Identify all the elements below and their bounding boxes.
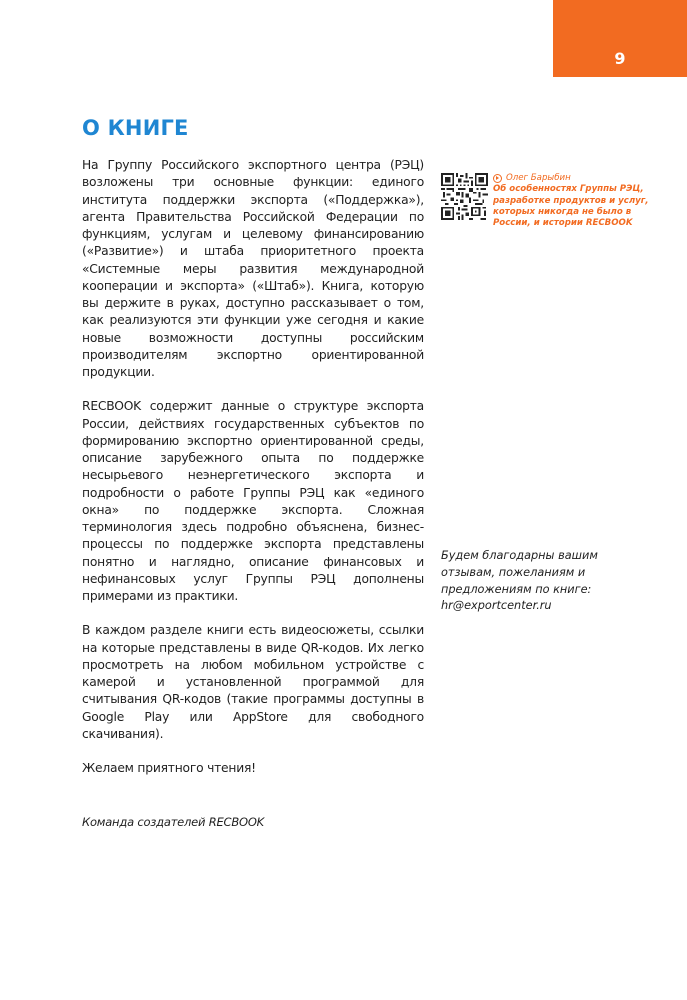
paragraph-4: Желаем приятного чтения! xyxy=(82,761,256,775)
page-title: О КНИГЕ xyxy=(82,116,189,140)
paragraph-1: На Группу Российского экспортного центра (РЭЦ) возложены три основные функции: единого института поддержки экспорта («Поддержка»), агента Правительства Российской Федерации по функциям, услугам и целевому финансированию («Развитие») и штаба приоритетного проекта «Системные меры развития международной кооперации и экспорта» («Штаб»). Книга, которую вы держите в руках, доступно рассказывает о том, как реализуются эти функции уже сегодня и какие новые возможности доступны российским производителям экспортно ориентированной продукции. xyxy=(82,158,424,379)
paragraph-3: В каждом разделе книги есть видеосюжеты, ссылки на которые представлены в виде QR-кодов. Их легко просмотреть на любом мобильном устройстве с камерой и установленной программой для считывания QR-кодов (такие программы доступны в Google Play или AppStore для свободного скачивания). xyxy=(82,623,424,741)
video-author xyxy=(493,173,671,184)
author-name: Олег Барыбин xyxy=(506,173,571,183)
page-number: 9 xyxy=(614,49,626,68)
video-description: Об особенностях Группы РЭЦ, разработке продуктов и услуг, которых никогда не было в России, и истории RECBOOK xyxy=(493,184,649,229)
feedback-note: Будем благодарны вашим отзывам, пожеланиям и предложениям по книге: hr@exportcenter.ru xyxy=(441,549,598,613)
paragraph-2: RECBOOK содержит данные о структуре экспорта России, действиях государственных субъектов по формированию экспортно ориентированной среды, описание зарубежного опыта по поддержке несырьевого неэнергетического экспорта и подробности о работе Группы РЭЦ как «единого окна» по поддержке экспорта. Сложная терминология здесь подробно объяснена, бизнес-процессы по поддержке экспорта представлены понятно и наглядно, описание финансовых и нефинансовых услуг Группы РЭЦ дополнены примерами из практики. xyxy=(82,399,424,603)
main-text xyxy=(82,157,424,849)
signature: Команда создателей RECBOOK xyxy=(82,815,264,830)
page-number-badge xyxy=(553,0,687,77)
qr-code[interactable] xyxy=(441,173,488,220)
play-circle-icon xyxy=(493,174,502,183)
qr-caption xyxy=(493,173,671,229)
